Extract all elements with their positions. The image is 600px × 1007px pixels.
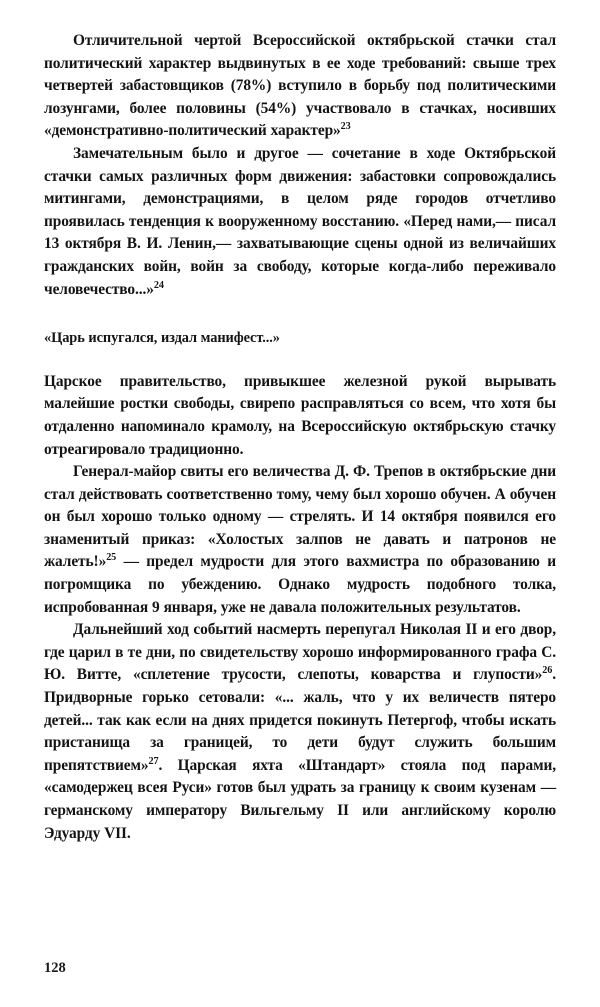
paragraph-5-text-b: . Придворные горько сетовали: «... жаль, что у их величеств пятеро детей... так как если на днях придется покинуть Петергоф, чтобы искать пристанища за границей, то дети будут служить большим препятствием» (44, 666, 556, 774)
page-number: 128 (44, 960, 66, 976)
footnote-ref-25: 25 (106, 552, 117, 564)
paragraph-4-text-b: — предел мудрости для этого вахмистра по образованию и погромщика по убеждению. Однако мудрость подобного толка, испробованная 9 января, уже не давала положительных результатов. (44, 553, 556, 616)
spacer-below-heading (44, 350, 556, 371)
page-body (44, 30, 556, 845)
section-heading: «Царь испугался, издал манифест...» (44, 330, 280, 347)
paragraph-4 (44, 461, 556, 619)
spacer-above-heading (44, 301, 556, 327)
paragraph-1-text: Отличительной чертой Всероссийской октябрьской стачки стал политический характер выдвинутых в ее ходе требований: свыше трех четвертей забастовщиков (78%) вступило в борьбу под политическими лозунгами, более половины (54%) участвовало в стачках, носивших «демонстративно-политический характер» (44, 32, 556, 140)
paragraph-3: Царское правительство, привыкшее железной рукой вырывать малейшие ростки свободы, свирепо расправляться со всем, что хотя бы отдаленно напоминало крамолу, на Всероссийскую октябрьскую стачку отреагировало традиционно. (44, 372, 556, 458)
paragraph-5-text-a: Дальнейший ход событий насмерть перепугал Николая II и его двор, где царил в те дни, по свидетельству хорошо информированного графа С. Ю. Витте, «сплетение трусости, слепоты, коварства и глупости» (44, 621, 556, 684)
footnote-ref-27: 27 (148, 755, 159, 767)
paragraph-4-text-a: Генерал-майор свиты его величества Д. Ф. Трепов в октябрьские дни стал действовать соответственно тому, чему был хорошо обучен. А обучен он был хорошо только одному — стрелять. И 14 октября появился его знаменитый приказ: «Холостых залпов не давать и патронов не жалеть!» (44, 463, 556, 571)
footnote-ref-23: 23 (340, 121, 351, 133)
footnote-ref-24: 24 (153, 279, 164, 291)
paragraph-5-text-c: . Царская яхта «Штандарт» стояла под парами, «самодержец всея Руси» готов был удрать за границу к своим кузенам — германскому императору Вильгельму II или английскому королю Эдуарду VII. (44, 756, 556, 842)
paragraph-2-text: Замечательным было и другое — сочетание в ходе Октябрьской стачки самых различных форм движения: забастовки сопровождались митингами, демонстрациями, в целом ряде городов отчетливо проявилась тенденция к вооруженному восстанию. «Перед нами,— писал 13 октября В. И. Ленин,— захватывающие сцены одной из величайших гражданских войн, войн за свободу, которые когда-либо переживало человечество...» (44, 144, 556, 298)
paragraph-2 (44, 143, 556, 301)
paragraph-5 (44, 619, 556, 845)
footnote-ref-26: 26 (542, 665, 553, 677)
paragraph-1 (44, 30, 556, 143)
